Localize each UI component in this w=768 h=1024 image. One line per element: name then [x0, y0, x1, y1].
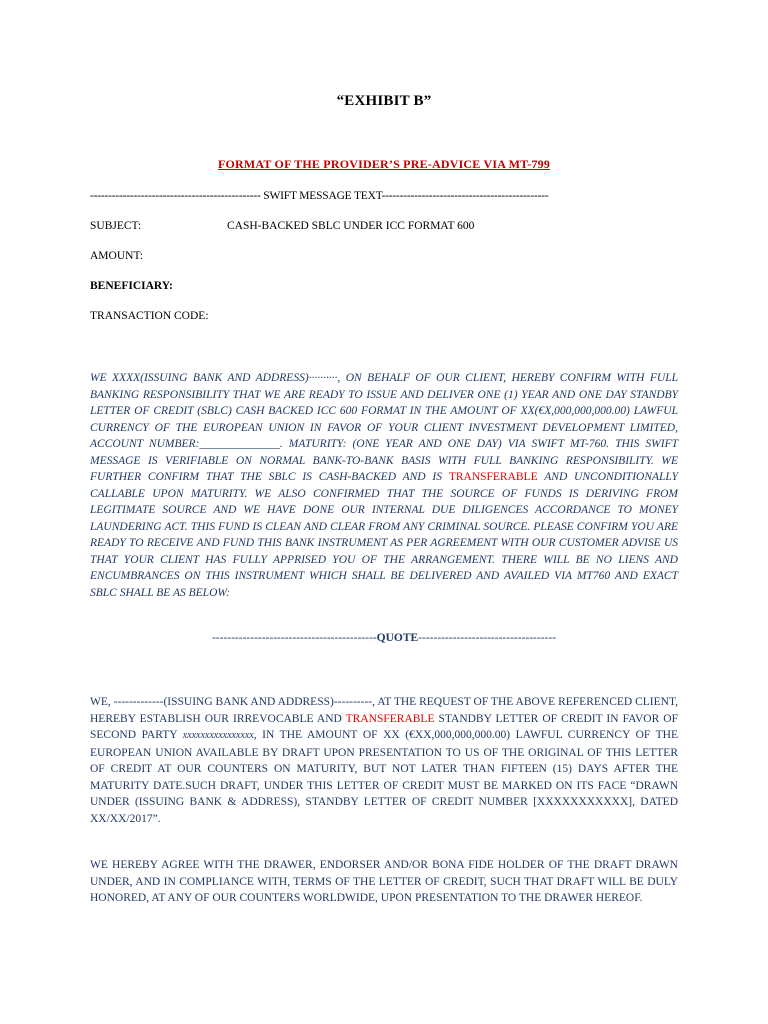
subject-label: SUBJECT:: [90, 220, 142, 232]
amount-label: AMOUNT:: [90, 250, 144, 262]
format-subtitle: FORMAT OF THE PROVIDER’S PRE-ADVICE VIA MT-799: [217, 157, 551, 171]
quote-label: QUOTE: [376, 632, 419, 644]
beneficiary-label: BENEFICIARY:: [90, 280, 173, 292]
quote-dashes-left: -------------------------------------------: [211, 632, 377, 644]
paragraph-text: AND UNCONDITIONALLY CALLABLE UPON MATURITY. WE ALSO CONFIRMED THAT THE SOURCE OF FUNDS IS DERIVING FROM LEGITIMATE SOURCE AND WE HAVE DONE OUR INTERNAL DUE DILIGENCES ACCORDANCE TO MONEY LAUNDERING ACT. THIS FUND IS CLEAN AND CLEAR FROM ANY CRIMINAL SOURCE. PLEASE CONFIRM YOU ARE READY TO RECEIVE AND FUND THIS BANK INSTRUMENT AS PER AGREEMENT WITH OUR CUSTOMER ADVISE US THAT YOUR CLIENT HAS FULLY APPRISED YOU OF THE ARRANGEMENT. THERE WILL BE NO LIENS AND ENCUMBRANCES ON THIS INSTRUMENT WHICH SHALL BE DELIVERED AND AVAILED VIA MT760 AND EXACT SBLC SHALL BE AS BELOW:: [90, 471, 678, 599]
agreement-paragraph: WE HEREBY AGREE WITH THE DRAWER, ENDORSER AND/OR BONA FIDE HOLDER OF THE DRAFT DRAWN UNDER, AND IN COMPLIANCE WITH, TERMS OF THE LETTER OF CREDIT, SUCH THAT DRAFT WILL BE DULY HONORED, AT ANY OF OUR COUNTERS WORLDWIDE, UPON PRESENTATION TO THE DRAWER HEREOF.: [90, 859, 678, 904]
paragraph-text: WE, -------------(ISSUING BANK AND ADDRESS)----------, AT THE REQUEST OF THE ABOVE REFERENCED CLIENT, HEREBY ESTABLISH OUR IRREVOCABLE AND: [90, 696, 678, 725]
transaction-code-label: TRANSACTION CODE:: [90, 310, 209, 322]
transferable-highlight: TRANSFERABLE: [345, 712, 435, 725]
exhibit-title: “EXHIBIT B”: [336, 93, 432, 109]
sblc-paragraph: [90, 694, 678, 827]
quote-divider: [0, 632, 768, 644]
second-party-placeholder: xxxxxxxxxxxxxxxx: [182, 730, 254, 741]
confirmation-paragraph: [90, 370, 678, 601]
subject-value: CASH-BACKED SBLC UNDER ICC FORMAT 600: [227, 220, 475, 232]
quote-dashes-right: ------------------------------------: [418, 632, 557, 644]
swift-message-header: ----------------------------------------------- SWIFT MESSAGE TEXT----------------------------------------------: [90, 190, 549, 202]
transferable-highlight: TRANSFERABLE: [448, 471, 538, 483]
paragraph-text: , IN THE AMOUNT OF XX (€XX,000,000,000.00) LAWFUL CURRENCY OF THE EUROPEAN UNION AVAILABLE BY DRAFT UPON PRESENTATION TO US OF THE ORIGINAL OF THIS LETTER OF CREDIT AT OUR COUNTERS ON MATURITY, BUT NOT LATER THAN FIFTEEN (15) DAYS AFTER THE MATURITY DATE.SUCH DRAFT, UNDER THIS LETTER OF CREDIT MUST BE MARKED ON ITS FACE “DRAWN UNDER (ISSUING BANK & ADDRESS), STANDBY LETTER OF CREDIT NUMBER [XXXXXXXXXXX], DATED XX/XX/2017”.: [90, 729, 678, 825]
paragraph-text: WE XXXX(ISSUING BANK AND ADDRESS)··········, ON BEHALF OF OUR CLIENT, HEREBY CONFIRM WITH FULL BANKING RESPONSIBILITY THAT WE ARE READY TO ISSUE AND DELIVER ONE (1) YEAR AND ONE DAY STANDBY LETTER OF CREDIT (SBLC) CASH BACKED ICC 600 FORMAT IN THE AMOUNT OF XX(€X,000,000,000.00) LAWFUL CURRENCY OF THE EUROPEAN UNION IN FAVOR OF YOUR CLIENT INVESTMENT DEVELOPMENT LIMITED, ACCOUNT NUMBER:______________. MATURITY: (ONE YEAR AND ONE DAY) VIA SWIFT MT-760. THIS SWIFT MESSAGE IS VERIFIABLE ON NORMAL BANK-TO-BANK BASIS WITH FULL BANKING RESPONSIBILITY. WE FURTHER CONFIRM THAT THE SBLC IS CASH-BACKED AND IS: [90, 372, 678, 483]
paragraph-text: STANDBY LETTER OF CREDIT IN FAVOR OF SECOND PARTY: [90, 712, 678, 741]
